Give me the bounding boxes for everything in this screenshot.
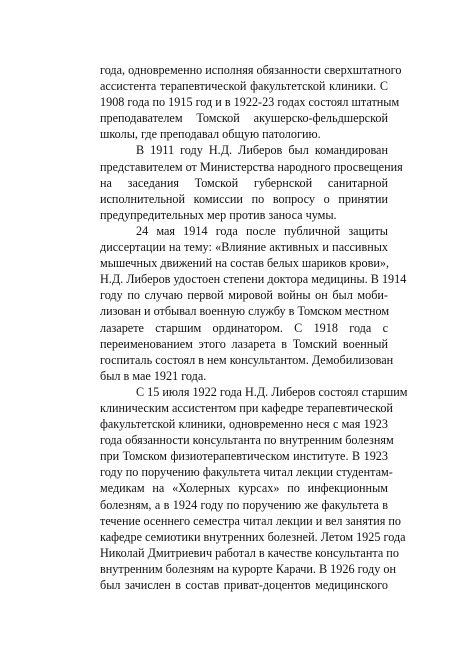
- text-line: при Томском физиотерапевтическом институте. В 1923: [100, 449, 388, 464]
- text-line: медикам на «Холерных курсах» по инфекционным: [100, 481, 388, 496]
- text-line: лизован и отбывал военную службу в Томском местном: [100, 304, 390, 319]
- text-line: болезням, а в 1924 году по поручению же факультета в: [100, 497, 388, 512]
- text-line: году по поручению факультета читал лекции студентам-: [100, 465, 393, 480]
- paragraph-first-line: В 1911 году Н.Д. Либеров был командирован: [136, 143, 388, 158]
- paragraph-first-line: 24 мая 1914 года после публичной защиты: [136, 223, 388, 238]
- text-line: был в мае 1921 года.: [100, 368, 207, 383]
- text-line: на заседания Томской губернской санитарной: [100, 175, 388, 190]
- text-line: мышечных движений на состав белых шариков крови»,: [100, 256, 390, 271]
- text-line: исполнительной комиссии по вопросу о принятии: [100, 191, 388, 206]
- text-line: кафедре семиотики внутренних болезней. Летом 1925 года: [100, 529, 406, 544]
- text-line: госпиталь состоял в нем консультантом. Демобилизован: [100, 352, 394, 367]
- text-line: года, одновременно исполняя обязанности сверхштатного: [100, 63, 402, 77]
- paragraph-first-line: С 15 июля 1922 года Н.Д. Либеров состоял старшим: [136, 384, 408, 399]
- text-line: переименованием этого лазарета в Томский военный: [100, 336, 388, 351]
- text-line: лазарете старшим ординатором. С 1918 года с: [100, 320, 388, 335]
- text-line: преподавателем Томской акушерско-фельдшерской: [100, 111, 388, 126]
- text-line: факультетской клиники, одновременно неся с мая 1923: [100, 417, 388, 432]
- text-line: внутренним болезням на курорте Карачи. В 1926 году он: [100, 561, 397, 576]
- text-line: Николай Дмитриевич работал в качестве консультанта по: [100, 545, 399, 560]
- text-line: 1908 года по 1915 год и в 1922-23 годах состоял штатным: [100, 95, 400, 110]
- text-line: диссертации на тему: «Влияние активных и пассивных: [100, 240, 388, 255]
- text-line: клиническим ассистентом при кафедре терапевтической: [100, 400, 393, 415]
- text-line: году по случаю первой мировой войны он был моби-: [100, 288, 388, 303]
- text-line: течение осеннего семестра читал лекции и вел занятия по: [100, 513, 402, 528]
- text-line: представителем от Министерства народного просвещения: [100, 159, 403, 174]
- text-line: был зачислен в состав приват-доцентов медицинского: [100, 578, 388, 592]
- document-text: [100, 62, 408, 593]
- text-line: года обязанности консультанта по внутренним болезням: [100, 433, 394, 448]
- text-line: ассистента терапевтической факультетской клиники. С: [100, 79, 388, 94]
- text-line: Н.Д. Либеров удостоен степени доктора медицины. В 1914: [100, 272, 407, 287]
- text-line: школы, где преподавал общую патологию.: [100, 127, 321, 142]
- text-line: предупредительных мер против заноса чумы.: [100, 207, 337, 222]
